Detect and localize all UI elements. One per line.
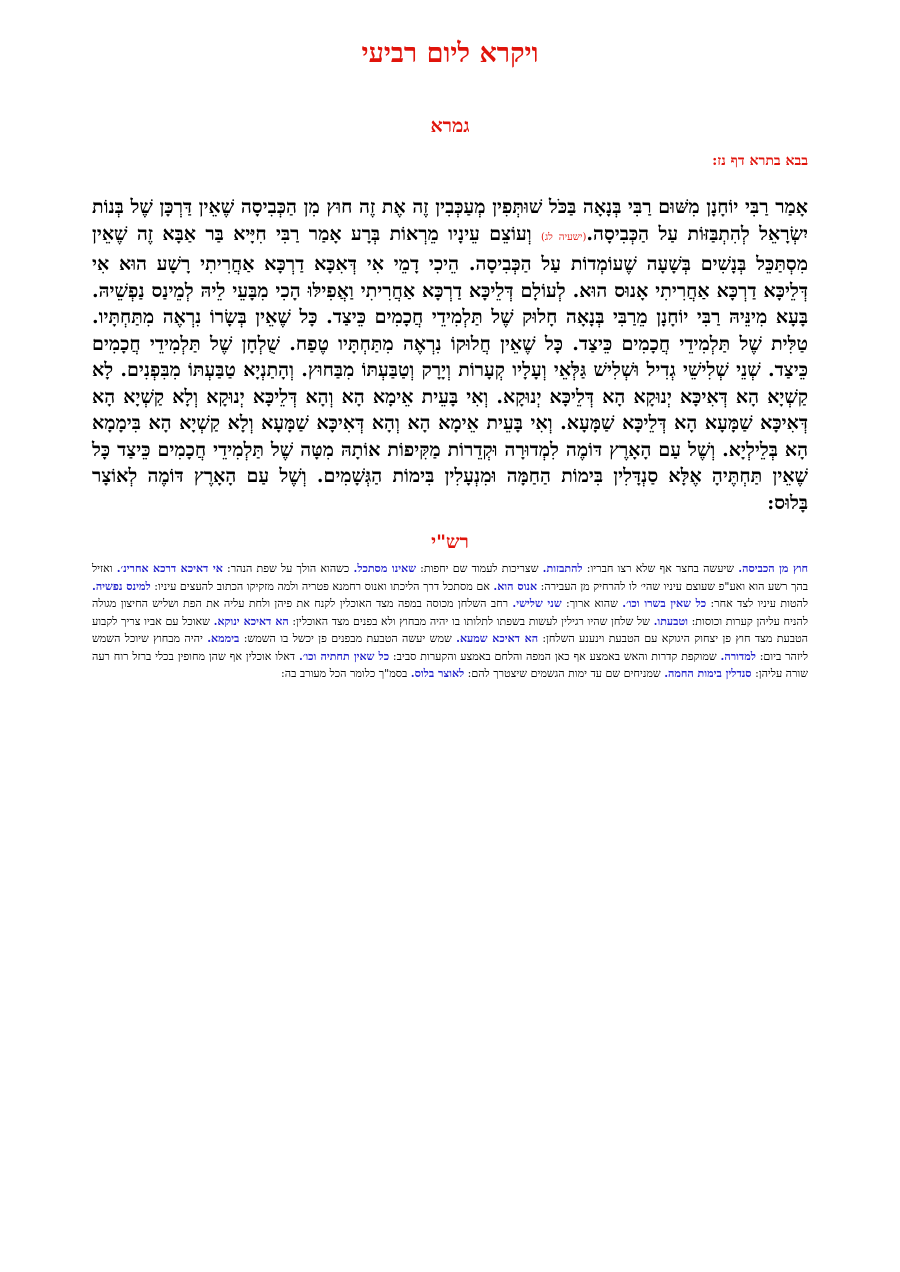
rashi-headword: אי דאיכא דרכא אחרינ׳. xyxy=(116,562,223,575)
text-run: שמניחים שם עד ימות הגשמים שיצטרך להם: xyxy=(464,667,665,680)
section-heading-gemara: גמרא xyxy=(430,115,470,137)
text-run: יהיה מבחוץ שיוכל השמש ליזהר ביום: xyxy=(92,632,808,663)
text-run: של שלחן שהיו רגילין לעשות בשפתו לתלותו בו יהיה מבחוץ ולא בפנים מצד האוכלין: xyxy=(288,614,654,628)
rashi-headword: לאוצר בלוס. xyxy=(410,667,465,680)
rashi-headword: להתבזות. xyxy=(542,562,583,575)
text-run: להטות עיניו לצד אחר: xyxy=(706,597,808,610)
rashi-headword: כל שאין תחתיה וכו׳. xyxy=(298,649,390,663)
text-run: וְעוֹצֵם עֵינָיו מֵרְאוֹת בְּרָע אָמַר רַבִּי חִיָּיא בַּר אַבָּא זֶה שֶׁאֵין מִסְתַּכֵּל בְּנָשִׁים בְּשָׁעָה שֶׁעוֹמְדוֹת עַל הַכְּבִיסָה. הֵיכִי דָמֵי אִי דְּאִכָּא דַרְכָּא אַחֲרִיתִי רָשָׁע הוּא אִי דְּלֵיכָּא דַרְכָּא אַחֲרִיתִי אָנוּס הוּא. לְעוֹלָם דְּלֵיכָּא דַרְכָּא אַחֲרִיתִי וַאֲפִילּוּ הָכִי מִבָּעֵי לֵיהּ לְמֵינַס נַפְשֵׁיהּ. בָּעָא מִינֵּיהּ רַבִּי יוֹחָנָן מֵרַבִּי בְּנָאָה חָלוּק שֶׁל תַּלְמִידֵי חֲכָמִים כֵּיצַד. כָּל שֶׁאֵין בְּשָׂרוֹ נִרְאֶה מִתַּחְתָּיו. טַלִּית שֶׁל תַּלְמִידֵי חֲכָמִים כֵּיצַד. כָּל שֶׁאֵין חֲלוּקוֹ נִרְאֶה מִתַּחְתָּיו טֶפַח. שֻׁלְחָן שֶׁל תַּלְמִידֵי חֲכָמִים כֵּיצַד. שְׁנֵי שְׁלִישֵׁי גְדִיל וּשְׁלִישׁ גַּלְּאֵי וְעָלָיו קְעָרוֹת וְיָרָק וְטַבַּעְתּוֹ מִבַּחוּץ. וְהָתַנְיָא טַבַּעְתּוֹ מִבִּפְנִים. לָא קַשְׁיָא הָא דְּאִיכָּא יְנוּקָא הָא דְּלֵיכָּא יְנוּקָא. וְאִי בָּעֵית אֵימָא הָא וְהָא דְּלֵיכָּא יְנוּקָא וְלָא קַשְׁיָא הָא דְּאִיכָּא שַׁמָּעָא הָא דְּלֵיכָּא שַׁמָּעָא. וְאִי בָּעֵית אֵימָא הָא וְהָא דְּאִיכָּא שַׁמָּעָא וְלָא קַשְׁיָא הָא בִּימָמָא הָא בְּלֵילְיָא. וְשֶׁל עַם הָאָרֶץ דּוֹמֶה לִמְדוּרָה וּקְדֵרוֹת מַקִּיפוֹת אוֹתָהּ מִטָּה שֶׁל תַּלְמִידֵי חֲכָמִים כֵּיצַד כָּל שֶׁאֵין תַּחְתֶּיהָ אֶלָּא סַנְדָּלִין בִּימוֹת הַחַמָּה וּמִנְעָלִין בִּימוֹת הַגְּשָׁמִים. וְשֶׁל עַם הָאָרֶץ דּוֹמֶה לְאוֹצָר בָּלוּס: xyxy=(92,222,808,514)
gemara-text xyxy=(92,194,808,516)
rashi-headword: וטבעתו. xyxy=(653,614,688,628)
rashi-headword: למינס נפשיה. xyxy=(92,579,151,593)
rashi-headword: שני שלישי. xyxy=(512,597,562,610)
text-run: בסמ"ך כלומר הכל מעורב בה: xyxy=(281,667,411,680)
rashi-headword: הא דאיכא שמעא. xyxy=(456,632,539,645)
verse-reference: (ישעיה לג) xyxy=(540,231,587,243)
rashi-headword: למדורה. xyxy=(720,649,756,663)
rashi-headword: ביממא. xyxy=(207,632,240,645)
rashi-headword: סנדלין בימות החמה. xyxy=(664,667,752,680)
rashi-headword: הא דאיכא ינוקא. xyxy=(213,614,289,628)
rashi-headword: חוץ מן הכביסה. xyxy=(738,562,808,575)
rashi-headword: אנוס הוא. xyxy=(493,579,538,593)
text-run: שמש יעשה הטבעת מבפנים פן יכשל בו השמש: xyxy=(239,632,457,645)
section-heading-rashi: רש"י xyxy=(431,531,469,553)
text-run: שיעשה בחצר אף שלא רצו חבריו: xyxy=(582,562,739,575)
text-run: שהוא ארוך: xyxy=(561,597,623,610)
text-run: אָמַר רַבִּי יוֹחָנָן מִשּׁוּם רַבִּי בְּנָאָה בַּכֹּל שׁוּתְּפִין מְעַכְּבִין זֶה אֶת זֶה חוּץ מִן הַכְּבִיסָה שֶׁאֵין דַּרְכָּן שֶׁל בְּנוֹת יִשְׂרָאֵל לְהִתְבַּזּוֹת עַל הַכְּבִיסָה. xyxy=(92,196,809,245)
text-run: דאלו אוכלין אף שהן מחופין בכלי ברזל רוח רעה שורה עליהן: xyxy=(92,649,808,680)
text-run: כשהוא הולך על שפת הנהר: xyxy=(222,562,354,575)
text-run: שמוקפת קדרות והאש באמצע אף כאן המפה והלחם באמצע והקערות סביב: xyxy=(389,649,721,663)
rashi-headword: שאינו מסתכל. xyxy=(353,562,416,575)
text-run: שצריכות לעמוד שם יחפות: xyxy=(415,562,543,575)
rashi-commentary xyxy=(92,560,808,683)
text-run: ואזיל בהך רשע הוא ואע"פ שעוצם עיניו שהי׳ לו להרחיק מן העבירה: xyxy=(92,562,808,593)
text-run: אם מסתכל דרך הליכתו ואנוס רחמנא פטריה ולמה מזקיקו הכתוב להעצים עיניו: xyxy=(150,579,494,593)
text-run: שאוכל עם אביו צריך לקבוע הטבעת מצד חוץ פן יצחוק היגוקא עם הטבעת וינענע השלחן: xyxy=(92,614,809,645)
page-title: ויקרא ליום רביעי xyxy=(361,38,539,69)
source-reference: בבא בתרא דף נז: xyxy=(712,153,808,169)
text-run: רחב השלחן מכוסה במפה מצד האוכלין לקנח את פיהן ולחת עליה את הפת ושליש החיצון מגולה להניח עליהן קערות וכוסות: xyxy=(92,597,808,628)
rashi-headword: כל שאין בשרו וכו׳. xyxy=(622,597,707,610)
